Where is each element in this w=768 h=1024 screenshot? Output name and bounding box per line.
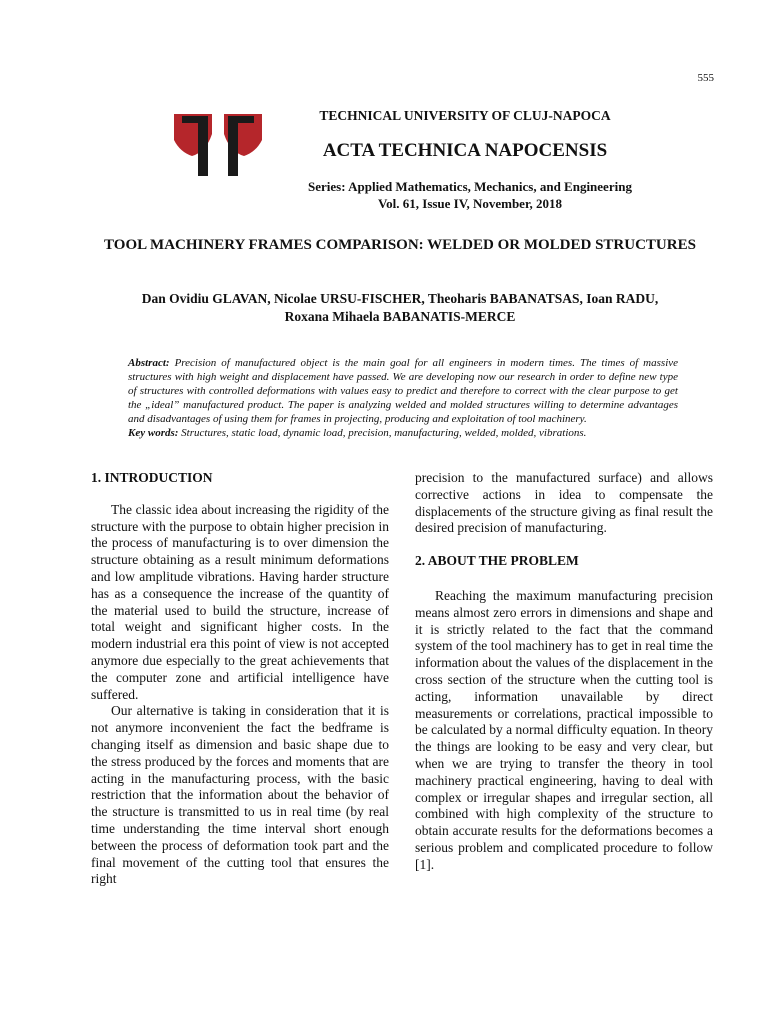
abstract-label: Abstract: (128, 357, 170, 369)
introduction-paragraph-2: Our alternative is taking in consideration that it is not anymore inconvenient the fact the bedframe is changing itself as dimension and basic shape due to the stress produced by the forces and moments that are acting in the manufacturing process, with the basic restriction that the information about the behavior of the structure is transmitted to us in real time (by real time understanding the time interval short enough between the process of deformation took part and the final movement of the cutting tool that ensures the right (91, 703, 389, 887)
series-line: Series: Applied Mathematics, Mechanics, and Engineering (308, 179, 632, 194)
page-number: 555 (697, 72, 714, 84)
journal-series (270, 178, 670, 212)
authors (80, 290, 720, 326)
authors-line-2: Roxana Mihaela BABANATIS-MERCE (284, 309, 516, 324)
left-column (91, 470, 389, 888)
keywords-label: Key words: (128, 427, 179, 439)
university-name: TECHNICAL UNIVERSITY OF CLUJ-NAPOCA (319, 108, 611, 123)
abstract (128, 356, 678, 440)
abstract-text: Precision of manufactured object is the main goal for all engineers in modern times. The times of massive structures with high weight and displacement have passed. We are developing now our research in order to define new type of structures with controlled deformations with values easy to predict and therefore to correct with the clear purpose to get the „ideal” manufactured product. The paper is analyzing welded and molded structures willing to determine advantages and disadvantages of using them for frames in projecting, producing and exploitation of tool machinery. (128, 357, 679, 425)
problem-paragraph-1: Reaching the maximum manufacturing precision means almost zero errors in dimensions and shape and it is strictly related to the fact that the command system of the tool machinery has to get in real time the information about the values of the displacement in the cross section of the structure when the cutting tool is acting, information unavailable by direct measurements or correlations, practical impossible to be calculated by a normal difficulty equation. In theory the things are looking to be easy and very clear, but when we are trying to transfer the theory in tool machinery practical engineering, having to deal with complex or irregular shapes and irregular section, all combined with high complexity of the structure to obtain accurate results for the deformations becomes a serious problem and complicated procedure to follow [1]. (415, 587, 713, 872)
authors-line-1: Dan Ovidiu GLAVAN, Nicolae URSU-FISCHER, Theoharis BABANATSAS, Ioan RADU, (141, 291, 659, 306)
introduction-paragraph-2-continued: precision to the manufactured surface) and allows corrective actions in idea to compensate the displacements of the structure giving as final result the desired precision of manufacturing. (415, 470, 713, 536)
introduction-heading: 1. INTRODUCTION (91, 470, 213, 485)
journal-title: ACTA TECHNICA NAPOCENSIS (322, 140, 608, 161)
right-column (415, 470, 713, 874)
keywords-text: Structures, static load, dynamic load, precision, manufacturing, welded, molded, vibrations. (181, 427, 587, 439)
volume-line: Vol. 61, Issue IV, November, 2018 (377, 196, 563, 211)
paper-title: TOOL MACHINERY FRAMES COMPARISON: WELDED OR MOLDED STRUCTURES (104, 237, 696, 253)
university-logo (172, 112, 264, 176)
problem-heading: 2. ABOUT THE PROBLEM (415, 553, 579, 569)
introduction-paragraph-1: The classic idea about increasing the rigidity of the structure with the purpose to obtain higher precision in the process of manufacturing is to over dimension the structure obtaining as a result minimum deformations and low amplitude vibrations. Having harder structure has as a consequence the increase of the quantity of the material used to build the structure, increase of total weight and significant higher costs. In the modern industrial era this point of view is not accepted anymore due especially to the great achievements that the computer zone and artificial intelligence have suffered. (91, 501, 389, 702)
